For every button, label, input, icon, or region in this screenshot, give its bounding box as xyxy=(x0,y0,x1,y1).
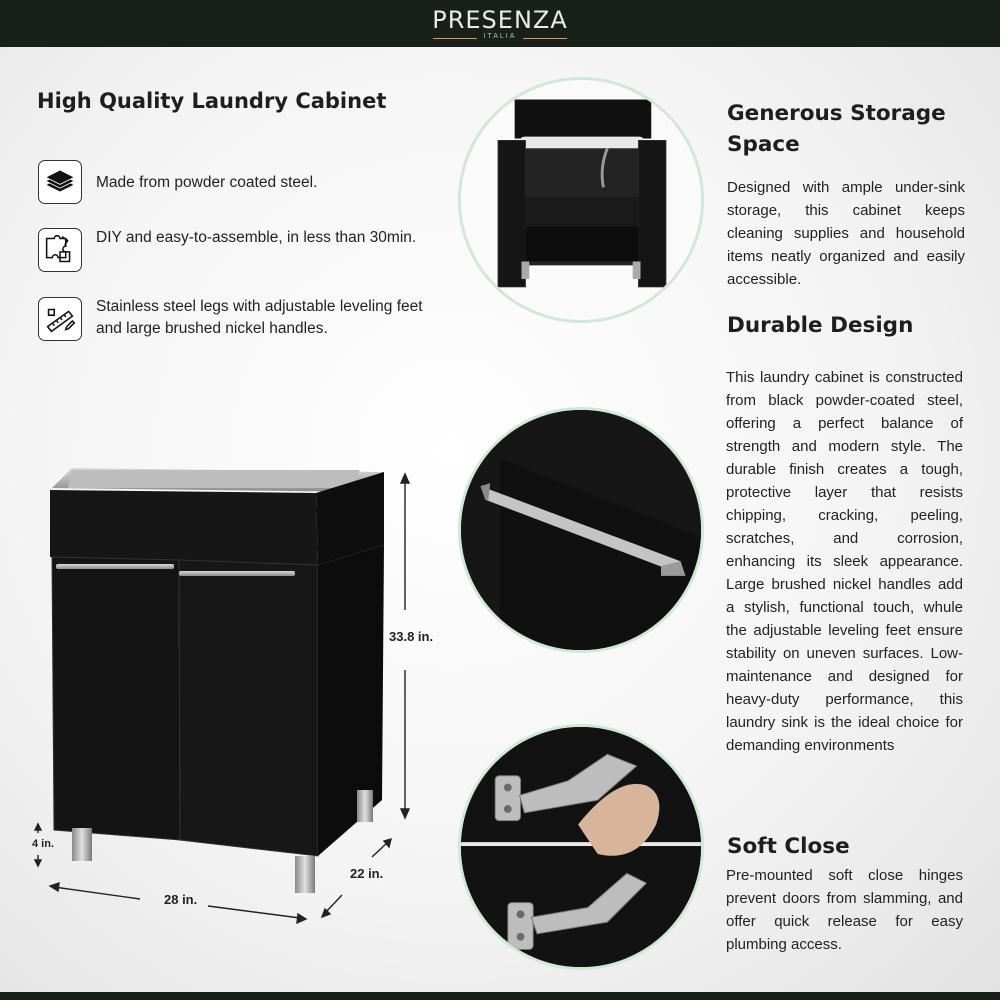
brand-subtitle: ITALIA xyxy=(483,33,517,40)
cabinet-door-right xyxy=(179,560,318,856)
feature-text-legs: Stainless steel legs with adjustable leveling feet and large brushed nickel handles. xyxy=(96,298,423,337)
feature-text-assembly: DIY and easy-to-assemble, in less than 30min. xyxy=(96,229,417,246)
depth-arrow-top xyxy=(372,842,388,857)
depth-arrow-bottom xyxy=(325,895,342,913)
feature-text-material: Made from powder coated steel. xyxy=(96,174,318,191)
durable-text: This laundry cabinet is constructed from black powder-coated steel, offering a perfect balance of strength and modern style. The durable finish creates a tough, protective layer that resists chipping, cracking, peeling, scratches, and corrosion, enhancing its sleek appearance. Large brushed nickel handles add a stylish, functional touch, whule the adjustable leveling feet ensure stability on uneven surfaces. Low-maintenance and designed for heavy-duty performance, this laundry sink is the ideal choice for demanding environments xyxy=(726,369,963,754)
width-arrow-left xyxy=(54,887,140,899)
leg-front-right xyxy=(295,856,315,893)
cabinet-door-left xyxy=(52,557,180,840)
storage-heading: Generous Storage Space xyxy=(727,101,946,157)
cabinet-side xyxy=(318,545,384,856)
detail-hinge-image xyxy=(458,724,704,970)
soft-close-text: Pre-mounted soft close hinges prevent doors from slamming, and offer quick release for easy plumbing access. xyxy=(726,867,963,953)
cabinet-top-panel xyxy=(50,490,318,565)
header-bar xyxy=(0,0,1000,47)
layers-icon xyxy=(38,160,82,204)
puzzle-icon xyxy=(38,228,82,272)
detail-open-cabinet-image xyxy=(458,77,704,323)
footer-bar xyxy=(0,992,1000,1000)
left-heading: High Quality Laundry Cabinet xyxy=(37,89,387,113)
soft-close-heading: Soft Close xyxy=(727,834,850,859)
detail-handle-image xyxy=(458,407,704,653)
dimension-leg: 4 in. xyxy=(32,838,55,850)
leg-front-left xyxy=(72,828,92,861)
durable-heading: Durable Design xyxy=(727,313,914,338)
ruler-pencil-icon xyxy=(38,297,82,341)
leg-back-right xyxy=(357,790,373,822)
handle-left xyxy=(56,564,174,569)
cabinet-illustration xyxy=(0,440,460,940)
handle-right xyxy=(179,571,295,576)
sink-basin xyxy=(68,470,360,488)
brand-logo: PRESENZA xyxy=(432,6,568,34)
dimension-width: 28 in. xyxy=(164,892,198,907)
storage-text: Designed with ample under-sink storage, this cabinet keeps cleaning supplies and household items neatly organized and easily accessible. xyxy=(727,179,965,288)
dimension-height: 33.8 in. xyxy=(389,629,434,644)
width-arrow-right xyxy=(208,906,300,918)
dimension-depth: 22 in. xyxy=(350,866,384,881)
